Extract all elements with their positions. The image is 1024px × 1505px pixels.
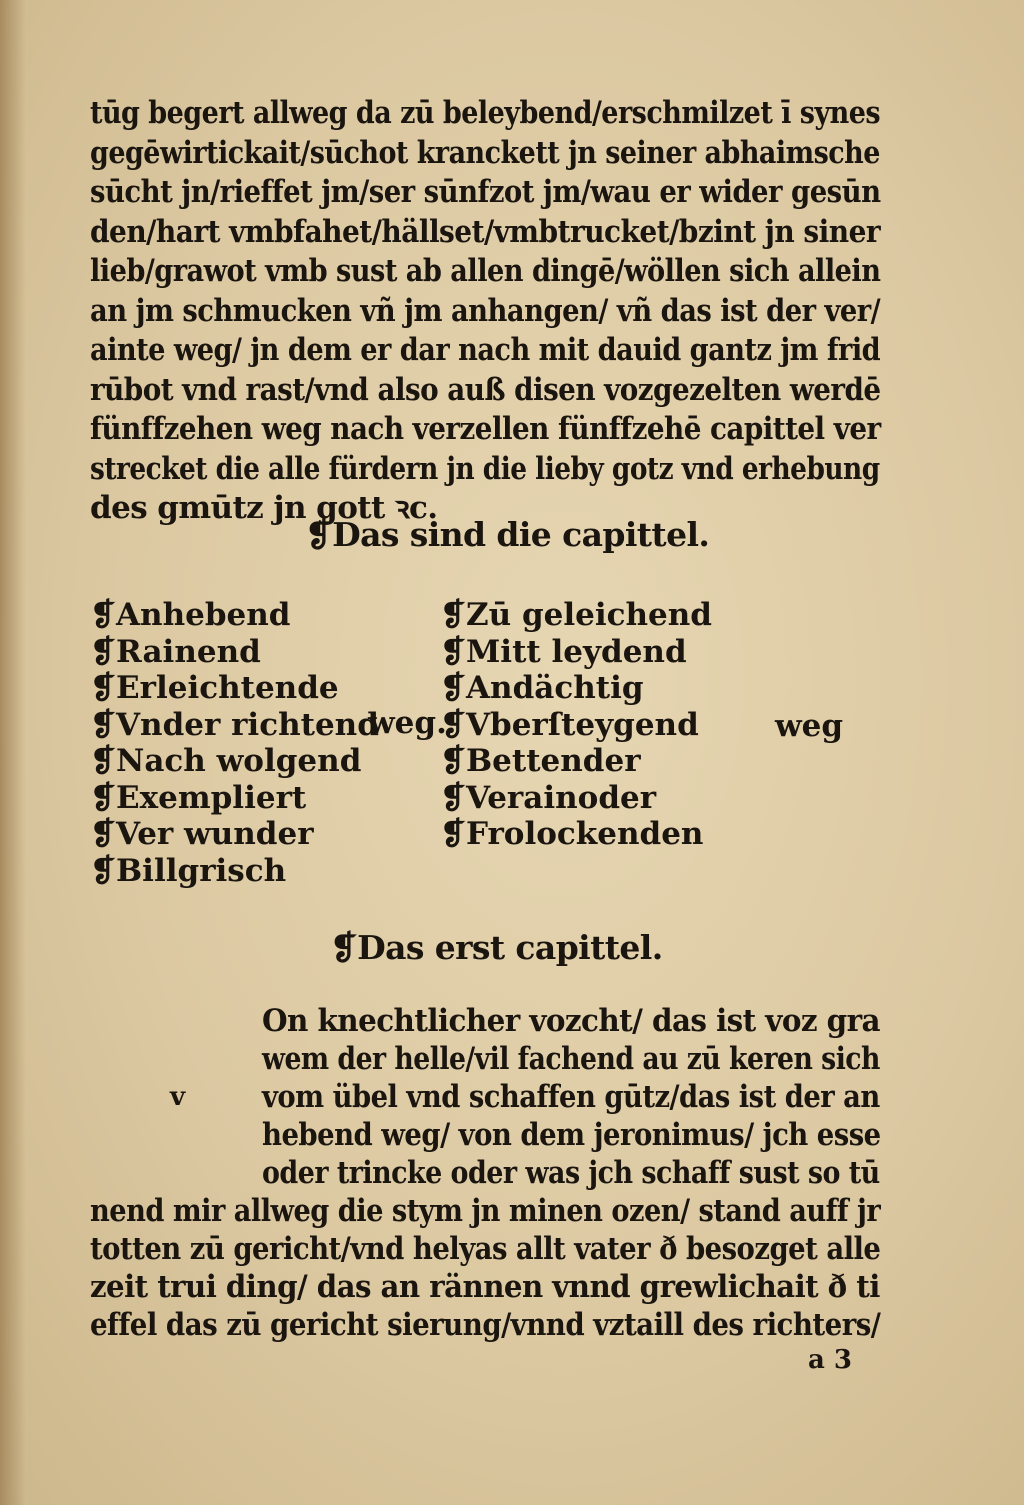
pilcrow-icon: ❡	[90, 852, 116, 889]
body-line: nend mir allweg die stym jn minen ozen/ stand auff jr	[90, 1193, 881, 1229]
intro-line: den/hart vmbfahet/hällset/vmbtrucket/bzint jn siner	[90, 213, 881, 250]
pilcrow-icon: ❡	[90, 816, 116, 852]
pilcrow-icon: ❡	[440, 779, 466, 816]
folio-signature: a 3	[808, 1345, 852, 1375]
chapter-list-item: ❡Ver wunder	[90, 816, 314, 852]
chapters-heading: ❡Das sind die capittel.	[305, 515, 710, 554]
first-chapter-heading: ❡Das erst capittel.	[330, 928, 663, 967]
pilcrow-icon: ❡	[440, 670, 466, 706]
intro-line: des gmūtz jn gott ꝛc.	[90, 490, 438, 526]
weg-label-right: weg	[775, 708, 844, 744]
weg-label-left: weg.	[368, 705, 447, 741]
chapter-list-item: ❡Mitt leydend	[440, 633, 687, 670]
pilcrow-icon: ❡	[90, 779, 116, 816]
pilcrow-icon: ❡	[330, 928, 358, 967]
chapter-list-item: ❡Erleichtende	[90, 670, 339, 706]
pilcrow-icon: ❡	[440, 706, 466, 743]
intro-line: lieb/grawot vmb sust ab allen dingē/wöllen sich allein	[90, 253, 881, 289]
body-line: hebend weg/ von dem jeronimus/ jch esse	[262, 1117, 881, 1153]
intro-line: tūg begert allweg da zū beleybend/erschmilzet ī synes	[90, 95, 881, 131]
pilcrow-icon: ❡	[440, 743, 466, 779]
intro-line: gegēwirtickait/sūchot kranckett jn seiner abhaimsche	[90, 134, 880, 171]
body-line: totten zū gericht/vnd helyas allt vater ð besozget alle	[90, 1231, 881, 1267]
pilcrow-icon: ❡	[90, 633, 116, 670]
intro-line: rūbot vnd rast/vnd also auß disen vozgezelten werdē	[90, 371, 881, 408]
chapter-list-item: ❡Frolockenden	[440, 816, 704, 852]
chapter-list-item: ❡Exempliert	[90, 779, 307, 816]
chapter-list-item: ❡Anhebend	[90, 597, 291, 633]
pilcrow-icon: ❡	[440, 597, 466, 633]
body-line: zeit trui ding/ das an rännen vnnd grewlichait ð ti	[90, 1269, 880, 1305]
chapter-list-item: ❡Vnder richtend	[90, 706, 379, 743]
intro-line: fünffzehen weg nach verzellen fünffzehē capittel ver	[90, 411, 881, 447]
pilcrow-icon: ❡	[90, 743, 116, 779]
pilcrow-icon: ❡	[90, 597, 116, 633]
margin-note: v	[170, 1082, 186, 1112]
body-line: oder trincke oder was jch schaff sust so tū	[262, 1155, 880, 1191]
pilcrow-icon: ❡	[90, 706, 116, 743]
intro-line: strecket die alle fürdern jn die lieby gotz vnd erhebung	[90, 450, 880, 487]
intro-line: sūcht jn/rieffet jm/ser sūnfzot jm/wau er wider gesūn	[90, 174, 881, 210]
chapter-list-item: ❡Andächtig	[440, 670, 644, 706]
pilcrow-icon: ❡	[90, 670, 116, 706]
chapter-list-item: ❡Billgrisch	[90, 852, 287, 889]
intro-line: ainte weg/ jn dem er dar nach mit dauid gantz jm frid	[90, 332, 881, 368]
chapter-list-item: ❡Rainend	[90, 633, 261, 670]
body-line: effel das zū gericht sierung/vnnd vztaill des richters/	[90, 1307, 881, 1343]
page-gutter-shadow	[0, 0, 26, 1505]
chapter-list-item: ❡Zū geleichend	[440, 597, 712, 633]
chapter-list-item: ❡Vberſteygend	[440, 706, 699, 743]
body-line: wem der helle/vil fachend au zū keren sich	[262, 1041, 880, 1077]
pilcrow-icon: ❡	[440, 816, 466, 852]
chapter-list-item: ❡Nach wolgend	[90, 743, 362, 779]
body-line: On knechtlicher vozcht/ das ist voz gra	[262, 1003, 881, 1039]
pilcrow-icon: ❡	[440, 633, 466, 670]
pilcrow-icon: ❡	[305, 515, 333, 554]
chapter-list-item: ❡Bettender	[440, 743, 641, 779]
chapter-list-item: ❡Verainoder	[440, 779, 657, 816]
intro-line: an jm schmucken vñ jm anhangen/ vñ das ist der ver/	[90, 292, 881, 329]
body-line: vom übel vnd schaffen gūtz/das ist der an	[262, 1079, 880, 1115]
